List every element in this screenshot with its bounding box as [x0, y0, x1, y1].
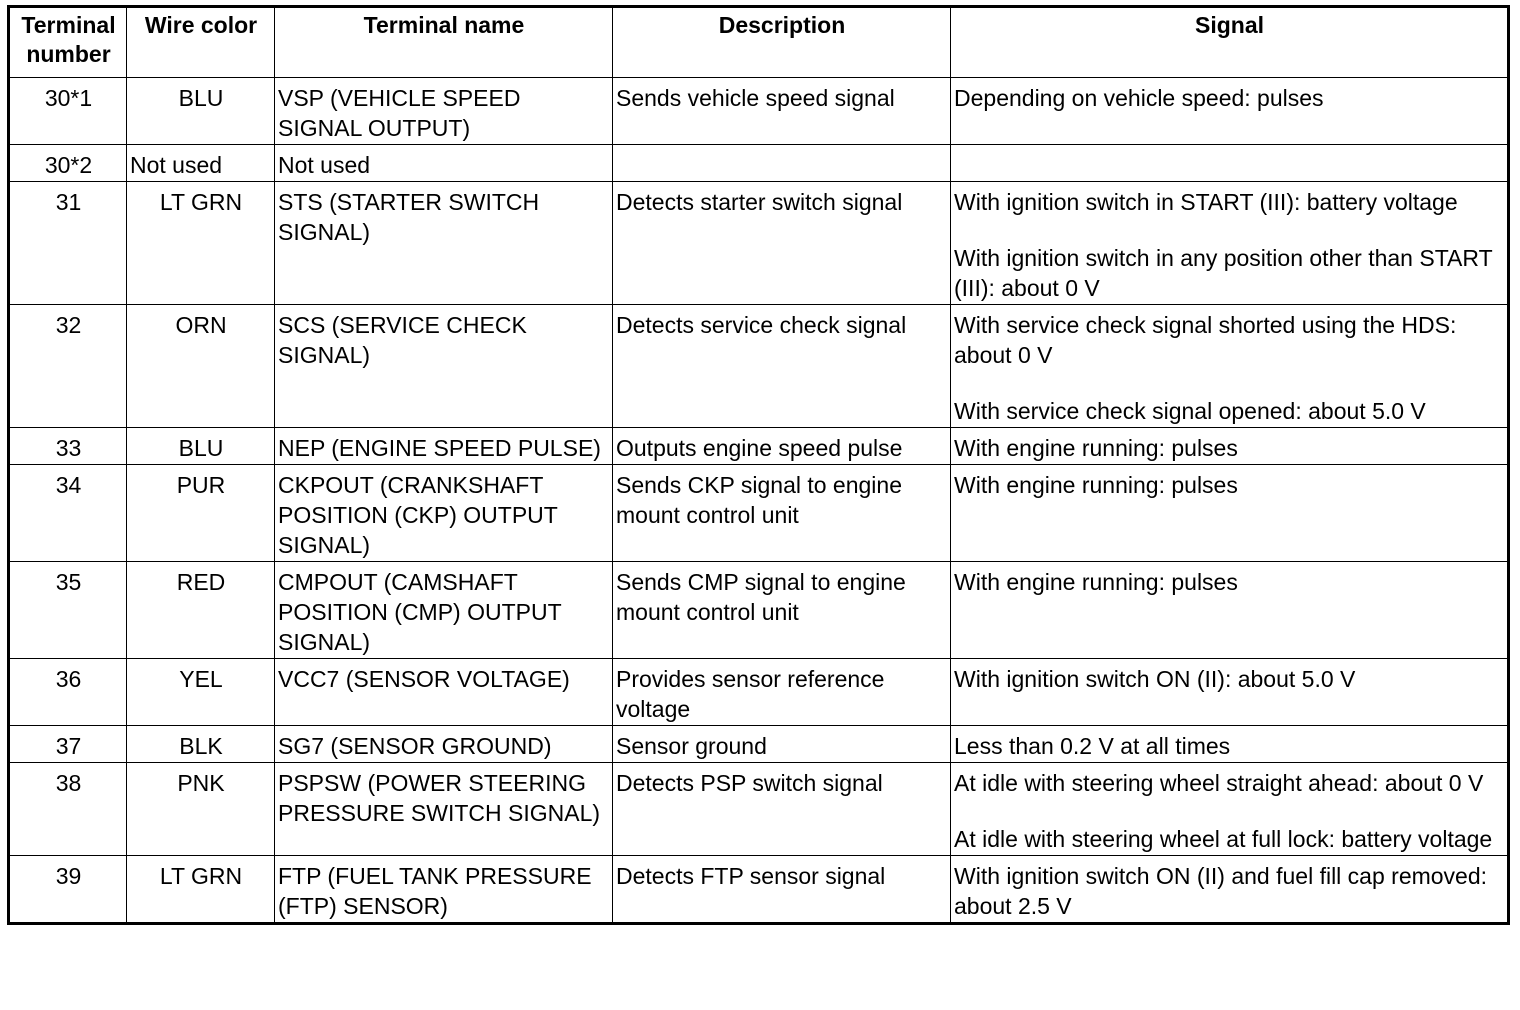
signal-line: At idle with steering wheel straight ahead: about 0 V: [954, 770, 1484, 796]
table-row: [9, 465, 1509, 562]
signal-line: At idle with steering wheel at full lock: battery voltage: [954, 826, 1493, 852]
terminal-number-cell: 34: [9, 465, 127, 562]
description-cell: Detects starter switch signal: [613, 182, 951, 305]
wire-color-cell: ORN: [127, 305, 275, 428]
signal-cell: [951, 726, 1509, 763]
terminal-number-cell: 37: [9, 726, 127, 763]
signal-cell: [951, 763, 1509, 856]
terminal-name-cell: FTP (FUEL TANK PRESSURE (FTP) SENSOR): [275, 856, 613, 924]
signal-cell: [951, 305, 1509, 428]
terminal-name-cell: SG7 (SENSOR GROUND): [275, 726, 613, 763]
terminal-number-cell: 36: [9, 659, 127, 726]
terminal-name-cell: VCC7 (SENSOR VOLTAGE): [275, 659, 613, 726]
signal-line: With service check signal opened: about 5.0 V: [954, 398, 1426, 424]
signal-line: With service check signal shorted using the HDS: about 0 V: [954, 312, 1457, 368]
terminal-number-cell: 31: [9, 182, 127, 305]
signal-line: With ignition switch ON (II) and fuel fill cap removed: about 2.5 V: [954, 863, 1488, 919]
description-cell: [613, 145, 951, 182]
description-cell: Provides sensor reference voltage: [613, 659, 951, 726]
signal-cell: [951, 428, 1509, 465]
terminal-number-cell: 39: [9, 856, 127, 924]
terminal-table: [7, 5, 1510, 925]
wire-color-cell: RED: [127, 562, 275, 659]
table-row: [9, 763, 1509, 856]
signal-line: With engine running: pulses: [954, 569, 1238, 595]
wire-color-cell: BLU: [127, 78, 275, 145]
table-row: [9, 182, 1509, 305]
signal-cell: [951, 659, 1509, 726]
description-cell: Sends vehicle speed signal: [613, 78, 951, 145]
terminal-name-cell: SCS (SERVICE CHECK SIGNAL): [275, 305, 613, 428]
signal-cell: [951, 465, 1509, 562]
terminal-number-cell: 33: [9, 428, 127, 465]
header-description: Description: [613, 7, 951, 78]
signal-line: With ignition switch in START (III): battery voltage: [954, 189, 1458, 215]
terminal-name-cell: NEP (ENGINE SPEED PULSE): [275, 428, 613, 465]
header-wire-color: Wire color: [127, 7, 275, 78]
description-cell: Detects PSP switch signal: [613, 763, 951, 856]
table-row: [9, 726, 1509, 763]
table-row: [9, 562, 1509, 659]
terminal-name-cell: CMPOUT (CAMSHAFT POSITION (CMP) OUTPUT SIGNAL): [275, 562, 613, 659]
description-cell: Detects FTP sensor signal: [613, 856, 951, 924]
signal-line: With ignition switch ON (II): about 5.0 V: [954, 666, 1356, 692]
terminal-name-cell: STS (STARTER SWITCH SIGNAL): [275, 182, 613, 305]
header-row: [9, 7, 1509, 78]
signal-cell: [951, 856, 1509, 924]
table-body: [9, 78, 1509, 924]
signal-cell: [951, 78, 1509, 145]
description-cell: Sends CMP signal to engine mount control unit: [613, 562, 951, 659]
signal-line: Depending on vehicle speed: pulses: [954, 85, 1324, 111]
header-signal: Signal: [951, 7, 1509, 78]
wire-color-cell: YEL: [127, 659, 275, 726]
header-terminal-number: Terminal number: [9, 7, 127, 78]
terminal-name-cell: VSP (VEHICLE SPEED SIGNAL OUTPUT): [275, 78, 613, 145]
wire-color-cell: Not used: [127, 145, 275, 182]
wire-color-cell: BLK: [127, 726, 275, 763]
terminal-number-cell: 30*1: [9, 78, 127, 145]
table-row: [9, 659, 1509, 726]
table-row: [9, 145, 1509, 182]
table-row: [9, 428, 1509, 465]
terminal-number-cell: 30*2: [9, 145, 127, 182]
wire-color-cell: PUR: [127, 465, 275, 562]
description-cell: Detects service check signal: [613, 305, 951, 428]
table-row: [9, 856, 1509, 924]
terminal-name-cell: PSPSW (POWER STEERING PRESSURE SWITCH SIGNAL): [275, 763, 613, 856]
wire-color-cell: PNK: [127, 763, 275, 856]
terminal-name-cell: Not used: [275, 145, 613, 182]
description-cell: Outputs engine speed pulse: [613, 428, 951, 465]
signal-line: With engine running: pulses: [954, 435, 1238, 461]
header-terminal-name: Terminal name: [275, 7, 613, 78]
terminal-number-cell: 38: [9, 763, 127, 856]
wire-color-cell: BLU: [127, 428, 275, 465]
description-cell: Sends CKP signal to engine mount control unit: [613, 465, 951, 562]
signal-cell: [951, 562, 1509, 659]
description-cell: Sensor ground: [613, 726, 951, 763]
wire-color-cell: LT GRN: [127, 182, 275, 305]
terminal-number-cell: 32: [9, 305, 127, 428]
terminal-name-cell: CKPOUT (CRANKSHAFT POSITION (CKP) OUTPUT SIGNAL): [275, 465, 613, 562]
signal-cell: [951, 145, 1509, 182]
terminal-number-cell: 35: [9, 562, 127, 659]
wire-color-cell: LT GRN: [127, 856, 275, 924]
table-row: [9, 305, 1509, 428]
signal-line: With engine running: pulses: [954, 472, 1238, 498]
signal-cell: [951, 182, 1509, 305]
signal-line: Less than 0.2 V at all times: [954, 733, 1231, 759]
signal-line: With ignition switch in any position other than START (III): about 0 V: [954, 245, 1493, 301]
table-row: [9, 78, 1509, 145]
